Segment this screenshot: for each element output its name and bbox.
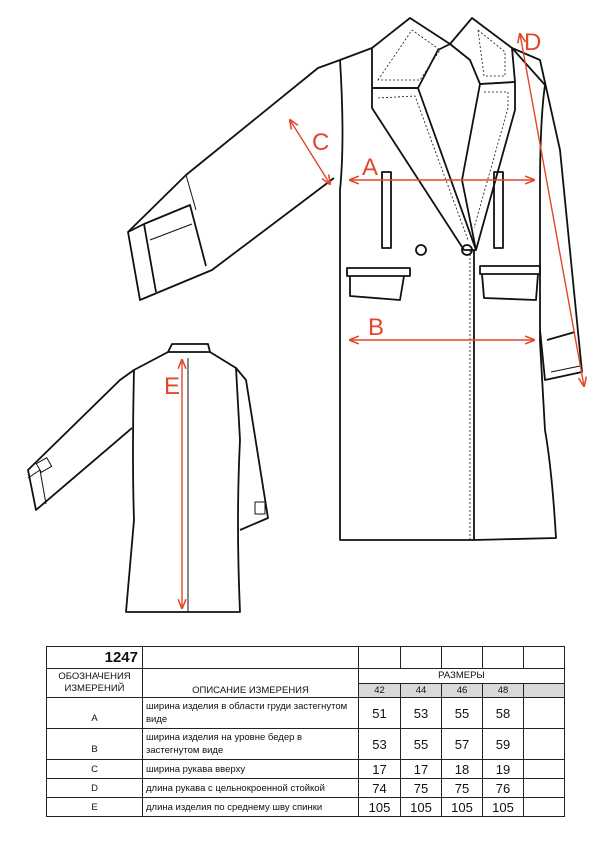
back-collar — [168, 344, 210, 352]
measure-value: 51 — [359, 698, 401, 729]
front-body-outline — [340, 48, 556, 540]
measure-code: A — [47, 698, 143, 729]
measure-value: 105 — [442, 798, 483, 817]
measure-line-d — [520, 34, 584, 386]
measure-label-e: E — [164, 373, 181, 400]
measure-label-b: B — [368, 314, 385, 341]
front-pocket-left — [347, 268, 410, 300]
measure-value: 75 — [442, 779, 483, 798]
table-model-row — [47, 647, 565, 669]
size-header-cell: 42 — [359, 684, 401, 698]
size-header-cell: 44 — [401, 684, 442, 698]
table-row — [47, 698, 565, 729]
measure-label-a: A — [362, 154, 379, 181]
table-row — [47, 798, 565, 817]
size-header-cell: 46 — [442, 684, 483, 698]
back-left-sleeve — [28, 370, 134, 510]
measure-value: 55 — [442, 698, 483, 729]
measure-value: 55 — [401, 729, 442, 760]
measure-label-c: C — [312, 129, 330, 156]
measure-value: 58 — [483, 698, 524, 729]
measure-description: длина изделия по среднему шву спинки — [143, 798, 359, 817]
front-left-sleeve — [128, 60, 340, 300]
measure-value: 76 — [483, 779, 524, 798]
measure-value: 74 — [359, 779, 401, 798]
code-column-header: ОБОЗНАЧЕНИЯ ИЗМЕРЕНИЙ — [47, 669, 143, 698]
measure-code: C — [47, 760, 143, 779]
front-collar — [372, 18, 515, 88]
measure-value: 105 — [359, 798, 401, 817]
measure-code: E — [47, 798, 143, 817]
front-lapel-right — [462, 82, 515, 250]
measure-value: 75 — [401, 779, 442, 798]
front-pocket-right — [480, 266, 540, 300]
measure-label-d: D — [524, 29, 542, 56]
measure-value: 53 — [359, 729, 401, 760]
table-row — [47, 729, 565, 760]
table-row — [47, 779, 565, 798]
front-lapel-left — [372, 88, 476, 250]
measure-description: ширина изделия на уровне бедер в застегнутом виде — [143, 729, 359, 760]
table-row — [47, 760, 565, 779]
front-right-sleeve — [512, 48, 582, 380]
measure-value: 19 — [483, 760, 524, 779]
front-welt-left — [382, 172, 391, 248]
front-view — [128, 18, 582, 540]
description-column-header: ОПИСАНИЕ ИЗМЕРЕНИЯ — [143, 669, 359, 698]
measure-value: 53 — [401, 698, 442, 729]
measure-code: B — [47, 729, 143, 760]
measure-value: 18 — [442, 760, 483, 779]
front-button-left — [416, 245, 426, 255]
measure-value: 105 — [483, 798, 524, 817]
measure-value: 17 — [401, 760, 442, 779]
measure-value: 59 — [483, 729, 524, 760]
table-header-row — [47, 669, 565, 684]
measure-value: 105 — [401, 798, 442, 817]
measure-description: ширина рукава вверху — [143, 760, 359, 779]
measure-description: длина рукава с цельнокроенной стойкой — [143, 779, 359, 798]
measure-value: 57 — [442, 729, 483, 760]
measure-value: 17 — [359, 760, 401, 779]
measure-description: ширина изделия в области груди застегнутом виде — [143, 698, 359, 729]
back-right-sleeve — [236, 368, 268, 530]
back-body-outline — [126, 352, 240, 612]
size-header-cell: 48 — [483, 684, 524, 698]
sizes-header: РАЗМЕРЫ — [359, 669, 565, 684]
measure-code: D — [47, 779, 143, 798]
back-view — [28, 344, 268, 612]
measurement-table — [46, 646, 565, 817]
model-number: 1247 — [47, 647, 143, 669]
